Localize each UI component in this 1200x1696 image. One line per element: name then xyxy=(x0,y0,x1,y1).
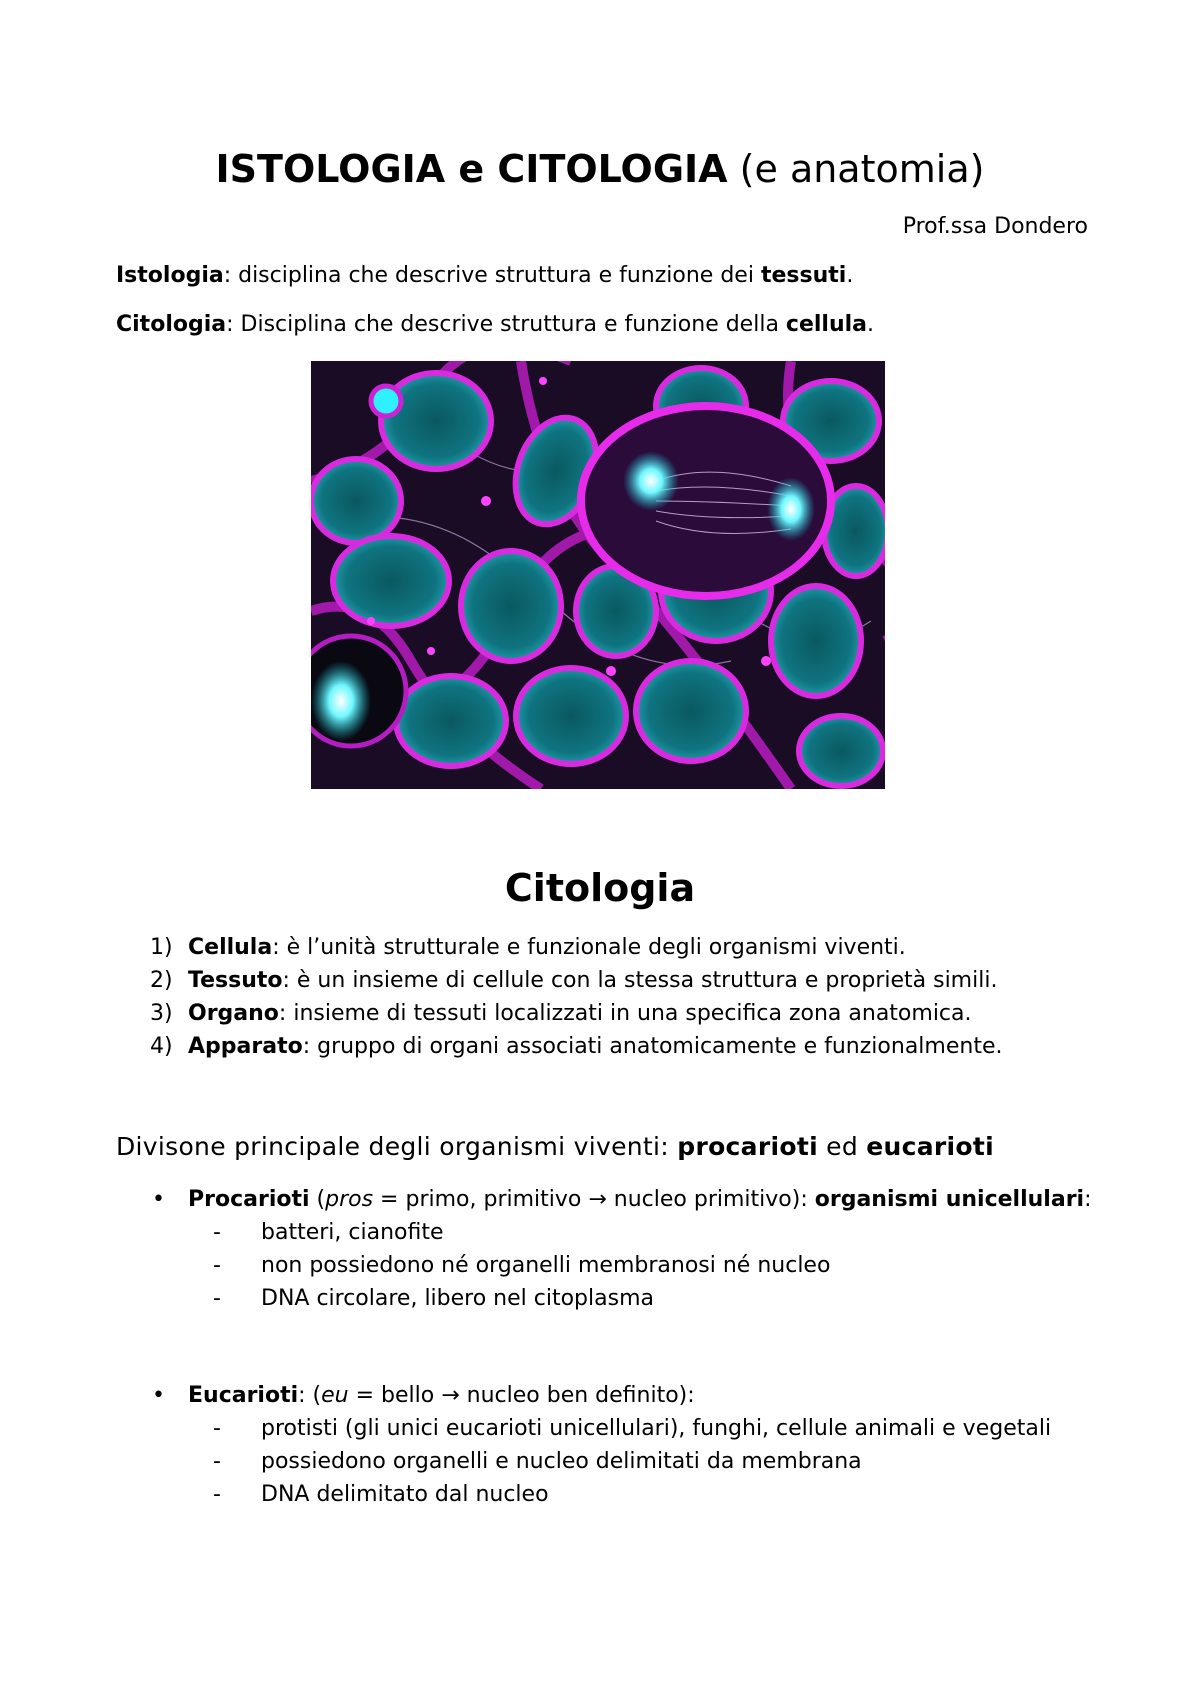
list-item: 1) Cellula: è l’unità strutturale e funzionale degli organismi viventi. xyxy=(150,935,906,960)
arrow-icon: → xyxy=(441,1383,460,1408)
list-item: 3) Organo: insieme di tessuti localizzati in una specifica zona anatomica. xyxy=(150,1001,972,1026)
procarioti-section xyxy=(150,1183,1100,1315)
list-item: 4) Apparato: gruppo di organi associati anatomicamente e funzionalmente. xyxy=(150,1034,1003,1059)
bullet-icon: • xyxy=(152,1187,165,1212)
list-item: - non possiedono né organelli membranosi né nucleo xyxy=(188,1249,1100,1282)
definition-istologia: Istologia: disciplina che descrive struttura e funzione dei tessuti. xyxy=(116,263,854,288)
dash-icon: - xyxy=(213,1220,221,1245)
dash-icon: - xyxy=(213,1449,221,1474)
eucarioti-section xyxy=(150,1379,1100,1511)
list-item: 2) Tessuto: è un insieme di cellule con la stessa struttura e proprietà simili. xyxy=(150,968,998,993)
arrow-icon: → xyxy=(588,1187,607,1212)
dash-icon: - xyxy=(213,1286,221,1311)
list-item: • Eucarioti: (eu = bello → nucleo ben definito): - protisti (gli unici eucarioti unicellulari), funghi, cellule animali e vegetali - possiedono organelli e nucleo delimitati da membrana - DNA delimitato dal nucleo xyxy=(150,1379,1100,1511)
definition-citologia: Citologia: Disciplina che descrive struttura e funzione della cellula. xyxy=(116,312,875,337)
dash-icon: - xyxy=(213,1416,221,1441)
list-item: - possiedono organelli e nucleo delimitati da membrana xyxy=(188,1445,1100,1478)
cell-microscopy-image xyxy=(311,361,885,789)
list-item: - DNA delimitato dal nucleo xyxy=(188,1478,1100,1511)
section-title-citologia: Citologia xyxy=(504,866,696,910)
list-item: • Procarioti (pros = primo, primitivo → nucleo primitivo): organismi unicellulari: - batteri, cianofite - non possiedono né organelli membranosi né nucleo - DNA circolare, libero nel citoplasma xyxy=(150,1183,1100,1315)
list-item: - protisti (gli unici eucarioti unicellulari), funghi, cellule animali e vegetali xyxy=(188,1412,1100,1445)
list-item: - DNA circolare, libero nel citoplasma xyxy=(188,1282,1100,1315)
document-title: ISTOLOGIA e CITOLOGIA (e anatomia) xyxy=(215,147,985,191)
author-name: Prof.ssa Dondero xyxy=(902,214,1088,239)
hierarchy-list xyxy=(150,931,1002,1063)
dash-icon: - xyxy=(213,1482,221,1507)
eucarioti-sublist xyxy=(188,1412,1100,1511)
dash-icon: - xyxy=(213,1253,221,1278)
bullet-icon: • xyxy=(152,1383,165,1408)
list-item: - batteri, cianofite xyxy=(188,1216,1100,1249)
division-heading: Divisone principale degli organismi viventi: procarioti ed eucarioti xyxy=(116,1132,995,1161)
cell-microscopy-illustration xyxy=(311,361,885,789)
procarioti-sublist xyxy=(188,1216,1100,1315)
